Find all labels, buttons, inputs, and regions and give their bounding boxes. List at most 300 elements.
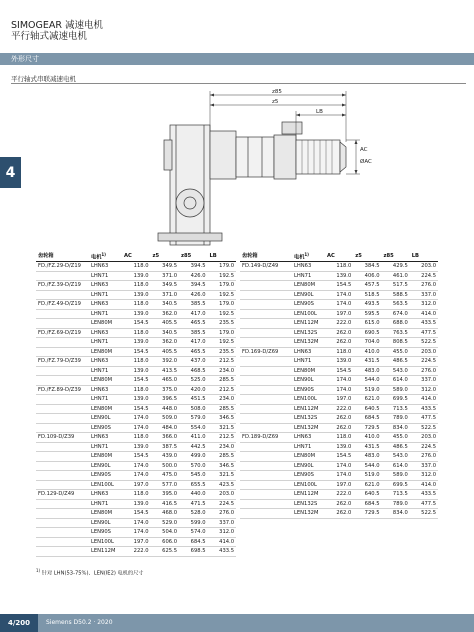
z85-cell: 699.5: [382, 395, 410, 405]
z85-cell: 461.0: [382, 271, 410, 281]
gearbox-cell: [36, 528, 89, 538]
col-header-motor: [292, 252, 325, 262]
z5-cell: 362.0: [151, 309, 180, 319]
gearbox-cell: [240, 366, 292, 376]
table-row: [240, 452, 438, 462]
lb-cell: 179.0: [208, 300, 237, 310]
table-row: [36, 433, 236, 443]
ac-cell: 118.0: [122, 262, 151, 272]
gearbox-cell: [240, 452, 292, 462]
motor-cell: LEN80M: [89, 319, 122, 329]
z85-cell: 589.0: [382, 385, 410, 395]
motor-cell: LEN112M: [292, 319, 325, 329]
motor-cell: LEN100L: [89, 537, 122, 547]
ac-cell: 174.0: [325, 376, 353, 386]
ac-cell: 118.0: [325, 347, 353, 357]
table-row: [36, 262, 236, 272]
z5-cell: 384.5: [353, 262, 381, 272]
table-row: [240, 490, 438, 500]
table-row: [36, 300, 236, 310]
lb-cell: 212.5: [208, 357, 237, 367]
ac-cell: 262.0: [325, 338, 353, 348]
lb-cell: 477.5: [410, 328, 438, 338]
gearbox-cell: FD./FZ.39-D/Z19: [36, 281, 89, 291]
ac-cell: 118.0: [122, 385, 151, 395]
ac-cell: 262.0: [325, 414, 353, 424]
z85-cell: 614.0: [382, 461, 410, 471]
gearbox-cell: [240, 490, 292, 500]
table-row: [36, 528, 236, 538]
dim-label-dia-ac: ØAC: [360, 159, 372, 165]
z85-cell: 385.5: [179, 300, 208, 310]
col-header-ac: AC: [122, 252, 151, 262]
table-row: [36, 347, 236, 357]
gearbox-cell: [240, 509, 292, 519]
ac-cell: 174.0: [122, 461, 151, 471]
table-row: [36, 509, 236, 519]
table-row: [36, 376, 236, 386]
z5-cell: 483.0: [353, 452, 381, 462]
ac-cell: 118.0: [122, 433, 151, 443]
motor-cell: LHN63: [292, 262, 325, 272]
z5-cell: 640.5: [353, 404, 381, 414]
table-row: [36, 414, 236, 424]
lb-cell: 285.5: [208, 376, 237, 386]
lb-cell: 179.0: [208, 328, 237, 338]
ac-cell: 174.0: [122, 471, 151, 481]
table-row: [36, 357, 236, 367]
subtitle-text: 外形尺寸: [11, 55, 39, 63]
table-row: [240, 442, 438, 452]
lb-cell: 285.5: [208, 452, 237, 462]
table-row: [240, 271, 438, 281]
lb-cell: 433.5: [410, 490, 438, 500]
chapter-tab: 4: [0, 157, 21, 188]
motor-cell: LHN71: [89, 395, 122, 405]
table-row: [240, 499, 438, 509]
document-title: [11, 20, 103, 42]
table-row: [36, 271, 236, 281]
motor-cell: LEN112M: [292, 490, 325, 500]
z85-cell: 674.0: [382, 309, 410, 319]
z85-cell: 713.5: [382, 404, 410, 414]
motor-cell: LEN132S: [292, 328, 325, 338]
gearbox-cell: FD./FZ.79-D/Z39: [36, 357, 89, 367]
z5-cell: 684.5: [353, 414, 381, 424]
lb-cell: 522.5: [410, 338, 438, 348]
table-row: [36, 423, 236, 433]
dimension-table-left: [36, 252, 236, 557]
gearbox-cell: [36, 319, 89, 329]
lb-cell: 179.0: [208, 262, 237, 272]
z5-cell: 606.0: [151, 537, 180, 547]
z5-cell: 493.5: [353, 300, 381, 310]
gearbox-cell: [36, 271, 89, 281]
lb-cell: 312.0: [410, 300, 438, 310]
lb-cell: 224.5: [410, 271, 438, 281]
footnote: [36, 568, 144, 577]
ac-cell: 139.0: [325, 271, 353, 281]
footnote-text: 针对 LHN(53-75%)、LEN(IE2) 电机的尺寸: [41, 570, 144, 577]
table-row: [36, 385, 236, 395]
z85-cell: 554.0: [179, 423, 208, 433]
gearbox-cell: FD./FZ.49-D/Z19: [36, 300, 89, 310]
z85-cell: 525.0: [179, 376, 208, 386]
z5-cell: 621.0: [353, 480, 381, 490]
motor-cell: LEN80M: [89, 404, 122, 414]
ac-cell: 174.0: [325, 385, 353, 395]
z85-cell: 471.5: [179, 499, 208, 509]
gearbox-cell: [240, 328, 292, 338]
ac-cell: 154.5: [122, 376, 151, 386]
gearbox-cell: [240, 442, 292, 452]
z85-cell: 468.5: [179, 366, 208, 376]
z85-cell: 563.5: [382, 300, 410, 310]
gearbox-cell: [240, 271, 292, 281]
motor-cell: LEN100L: [292, 395, 325, 405]
col-header-z85: z85: [382, 252, 410, 262]
gearbox-cell: FD.109-D/Z39: [36, 433, 89, 443]
ac-cell: 139.0: [122, 499, 151, 509]
gearbox-cell: [240, 414, 292, 424]
ac-cell: 174.0: [122, 414, 151, 424]
z5-cell: 500.0: [151, 461, 180, 471]
table-row: [240, 366, 438, 376]
gearbox-cell: [36, 480, 89, 490]
table-row: [240, 319, 438, 329]
z5-cell: 484.0: [151, 423, 180, 433]
title-line-1: SIMOGEAR 减速电机: [11, 20, 103, 31]
table-header-row: [36, 252, 236, 262]
table-row: [36, 328, 236, 338]
z5-cell: 396.5: [151, 395, 180, 405]
motor-cell: LHN63: [89, 262, 122, 272]
col-header-motor-label: 电机: [91, 254, 102, 261]
z85-cell: 517.5: [382, 281, 410, 291]
dim-label-ac: AC: [360, 147, 368, 153]
table-row: [36, 281, 236, 291]
ac-cell: 154.5: [122, 509, 151, 519]
gearbox-cell: FD.189-D/Z69: [240, 433, 292, 443]
motor-cell: LHN71: [89, 338, 122, 348]
gearbox-cell: [36, 471, 89, 481]
lb-cell: 235.5: [208, 347, 237, 357]
motor-cell: LEN132M: [292, 423, 325, 433]
ac-cell: 118.0: [325, 433, 353, 443]
lb-cell: 414.0: [410, 309, 438, 319]
ac-cell: 139.0: [325, 357, 353, 367]
z5-cell: 475.0: [151, 471, 180, 481]
motor-cell: LHN63: [292, 433, 325, 443]
table-row: [240, 471, 438, 481]
ac-cell: 154.5: [122, 319, 151, 329]
table-row: [36, 290, 236, 300]
motor-cell: LHN71: [292, 357, 325, 367]
motor-cell: LHN71: [89, 290, 122, 300]
z5-cell: 392.0: [151, 357, 180, 367]
table-row: [240, 395, 438, 405]
table-header-row: [240, 252, 438, 262]
table-row: [240, 376, 438, 386]
section-title: 平行轴式串联减速电机: [11, 75, 76, 83]
ac-cell: 139.0: [122, 271, 151, 281]
ac-cell: 222.0: [122, 547, 151, 557]
motor-cell: LHN71: [89, 499, 122, 509]
ac-cell: 174.0: [325, 290, 353, 300]
lb-cell: 346.5: [208, 461, 237, 471]
lb-cell: 203.0: [410, 347, 438, 357]
ac-cell: 139.0: [122, 290, 151, 300]
col-header-gearbox: 齿轮箱: [36, 252, 89, 262]
motor-cell: LEN80M: [292, 452, 325, 462]
col-header-z85: z85: [179, 252, 208, 262]
motor-cell: LEN90S: [292, 300, 325, 310]
gearbox-cell: [36, 395, 89, 405]
motor-cell: LHN63: [89, 490, 122, 500]
gearbox-cell: FD.149-D/Z49: [240, 262, 292, 272]
ac-cell: 139.0: [122, 366, 151, 376]
gearbox-cell: [240, 499, 292, 509]
col-header-motor: [89, 252, 122, 262]
motor-cell: LEN90S: [292, 385, 325, 395]
z5-cell: 465.0: [151, 376, 180, 386]
z85-cell: 465.5: [179, 319, 208, 329]
motor-cell: LEN132S: [292, 499, 325, 509]
z5-cell: 519.0: [353, 385, 381, 395]
lb-cell: 203.0: [410, 433, 438, 443]
lb-cell: 522.5: [410, 423, 438, 433]
ac-cell: 139.0: [325, 442, 353, 452]
table-row: [36, 319, 236, 329]
gearbox-cell: [240, 471, 292, 481]
ac-cell: 139.0: [122, 338, 151, 348]
motor-cell: LHN71: [89, 442, 122, 452]
z5-cell: 615.0: [353, 319, 381, 329]
motor-cell: LHN63: [89, 281, 122, 291]
table-row: [36, 395, 236, 405]
ac-cell: 262.0: [325, 509, 353, 519]
ac-cell: 262.0: [325, 328, 353, 338]
gearbox-cell: [36, 423, 89, 433]
dimension-table-right: [240, 252, 438, 519]
lb-cell: 192.5: [208, 290, 237, 300]
table-row: [36, 471, 236, 481]
motor-cell: LEN80M: [89, 509, 122, 519]
z5-cell: 684.5: [353, 499, 381, 509]
dim-label-z5: z5: [272, 99, 279, 105]
z85-cell: 455.0: [382, 347, 410, 357]
table-row: [240, 480, 438, 490]
ac-cell: 197.0: [325, 395, 353, 405]
motor-cell: LEN90S: [292, 471, 325, 481]
lb-cell: 414.0: [208, 537, 237, 547]
lb-cell: 285.5: [208, 404, 237, 414]
z85-cell: 684.5: [179, 537, 208, 547]
ac-cell: 154.5: [325, 452, 353, 462]
z85-cell: 394.5: [179, 262, 208, 272]
ac-cell: 118.0: [122, 328, 151, 338]
z5-cell: 704.0: [353, 338, 381, 348]
z5-cell: 468.0: [151, 509, 180, 519]
gearbox-cell: [36, 509, 89, 519]
ac-cell: 197.0: [325, 480, 353, 490]
ac-cell: 154.5: [122, 347, 151, 357]
z85-cell: 834.0: [382, 423, 410, 433]
gearbox-cell: [240, 480, 292, 490]
gearbox-cell: [36, 366, 89, 376]
z5-cell: 349.5: [151, 262, 180, 272]
lb-cell: 224.5: [410, 357, 438, 367]
motor-cell: LEN90L: [292, 461, 325, 471]
z5-cell: 431.5: [353, 357, 381, 367]
ac-cell: 262.0: [325, 423, 353, 433]
ac-cell: 139.0: [122, 395, 151, 405]
table-row: [240, 338, 438, 348]
motor-cell: LEN100L: [292, 480, 325, 490]
gearbox-cell: [36, 376, 89, 386]
z5-cell: 431.5: [353, 442, 381, 452]
z85-cell: 420.0: [179, 385, 208, 395]
footnote-marker: 1): [36, 568, 41, 573]
motor-cell: LEN90S: [89, 528, 122, 538]
lb-cell: 276.0: [208, 509, 237, 519]
ac-cell: 174.0: [122, 423, 151, 433]
lb-cell: 203.0: [208, 490, 237, 500]
z85-cell: 417.0: [179, 309, 208, 319]
ac-cell: 174.0: [325, 471, 353, 481]
table-row: [240, 357, 438, 367]
motor-cell: LHN71: [292, 442, 325, 452]
z85-cell: 713.5: [382, 490, 410, 500]
motor-footnote-marker: 1): [101, 252, 107, 257]
gearbox-cell: [240, 290, 292, 300]
lb-cell: 423.5: [208, 480, 237, 490]
lb-cell: 337.0: [208, 518, 237, 528]
z5-cell: 405.5: [151, 347, 180, 357]
gearbox-cell: [36, 547, 89, 557]
table-row: [36, 366, 236, 376]
gearbox-cell: [36, 338, 89, 348]
z5-cell: 640.5: [353, 490, 381, 500]
gearbox-cell: [240, 385, 292, 395]
z5-cell: 406.0: [353, 271, 381, 281]
lb-cell: 433.5: [410, 319, 438, 329]
table-row: [36, 547, 236, 557]
gearbox-cell: [240, 461, 292, 471]
ac-cell: 139.0: [122, 309, 151, 319]
lb-cell: 346.5: [208, 414, 237, 424]
ac-cell: 118.0: [122, 357, 151, 367]
z85-cell: 834.0: [382, 509, 410, 519]
z85-cell: 699.5: [382, 480, 410, 490]
col-header-lb: LB: [410, 252, 438, 262]
table-row: [240, 404, 438, 414]
lb-cell: 337.0: [410, 461, 438, 471]
z85-cell: 394.5: [179, 281, 208, 291]
gearbox-cell: [36, 518, 89, 528]
z85-cell: 543.0: [382, 366, 410, 376]
z5-cell: 729.5: [353, 509, 381, 519]
z5-cell: 729.5: [353, 423, 381, 433]
table-row: [240, 281, 438, 291]
z5-cell: 387.5: [151, 442, 180, 452]
z5-cell: 405.5: [151, 319, 180, 329]
z5-cell: 340.5: [151, 300, 180, 310]
z5-cell: 395.0: [151, 490, 180, 500]
z85-cell: 688.0: [382, 319, 410, 329]
gearbox-cell: [240, 319, 292, 329]
motor-cell: LEN90L: [292, 290, 325, 300]
lb-cell: 337.0: [410, 290, 438, 300]
z85-cell: 486.5: [382, 357, 410, 367]
z85-cell: 426.0: [179, 271, 208, 281]
table-row: [240, 300, 438, 310]
gearbox-cell: [240, 376, 292, 386]
motor-cell: LEN90S: [89, 471, 122, 481]
z5-cell: 457.5: [353, 281, 381, 291]
z85-cell: 411.0: [179, 433, 208, 443]
z5-cell: 416.5: [151, 499, 180, 509]
lb-cell: 433.5: [410, 404, 438, 414]
ac-cell: 118.0: [122, 281, 151, 291]
gearbox-cell: [36, 290, 89, 300]
motor-cell: LHN63: [89, 385, 122, 395]
motor-cell: LEN80M: [292, 366, 325, 376]
z85-cell: 528.0: [179, 509, 208, 519]
gearbox-cell: [240, 404, 292, 414]
z5-cell: 366.0: [151, 433, 180, 443]
gearbox-cell: FD./FZ.29-D/Z19: [36, 262, 89, 272]
motor-cell: LHN63: [89, 433, 122, 443]
z5-cell: 483.0: [353, 366, 381, 376]
z5-cell: 595.5: [353, 309, 381, 319]
gearbox-cell: [36, 499, 89, 509]
z5-cell: 413.5: [151, 366, 180, 376]
z85-cell: 570.0: [179, 461, 208, 471]
motor-cell: LEN132M: [292, 338, 325, 348]
gearbox-cell: [240, 281, 292, 291]
z85-cell: 614.0: [382, 376, 410, 386]
z5-cell: 375.0: [151, 385, 180, 395]
lb-cell: 477.5: [410, 414, 438, 424]
table-row: [36, 537, 236, 547]
gearbox-cell: [240, 338, 292, 348]
gearbox-cell: [240, 309, 292, 319]
section-divider: [11, 83, 466, 84]
z85-cell: 417.0: [179, 338, 208, 348]
z5-cell: 371.0: [151, 271, 180, 281]
z5-cell: 621.0: [353, 395, 381, 405]
gearbox-cell: FD./FZ.69-D/Z19: [36, 328, 89, 338]
motor-cell: LEN90L: [89, 518, 122, 528]
ac-cell: 197.0: [122, 537, 151, 547]
lb-cell: 192.5: [208, 338, 237, 348]
lb-cell: 276.0: [410, 366, 438, 376]
motor-footnote-marker: 1): [304, 252, 310, 257]
lb-cell: 337.0: [410, 376, 438, 386]
lb-cell: 234.0: [208, 366, 237, 376]
ac-cell: 118.0: [325, 262, 353, 272]
lb-cell: 414.0: [410, 480, 438, 490]
table-row: [240, 347, 438, 357]
table-row: [36, 490, 236, 500]
table-row: [240, 385, 438, 395]
footer-text: Siemens D50.2 · 2020: [46, 619, 113, 626]
col-header-ac: AC: [325, 252, 353, 262]
table-row: [240, 262, 438, 272]
motor-cell: LHN71: [89, 271, 122, 281]
z5-cell: 448.0: [151, 404, 180, 414]
